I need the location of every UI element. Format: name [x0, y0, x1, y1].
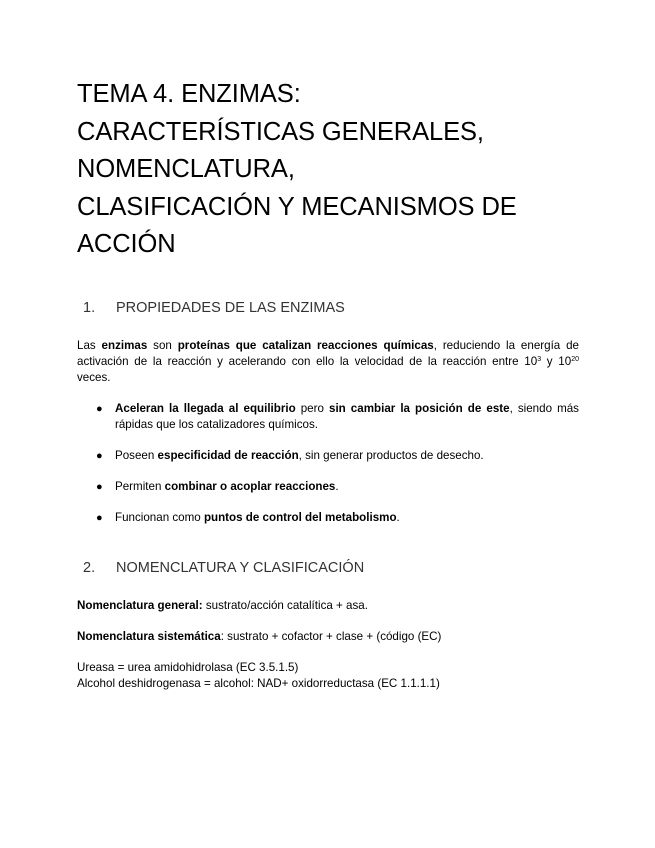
bullet-text: Permiten combinar o acoplar reacciones. — [115, 480, 339, 493]
bullet-icon: ● — [96, 512, 103, 524]
bullet-text: Funcionan como puntos de control del metabolismo. — [115, 511, 400, 524]
title-line: NOMENCLATURA, — [77, 155, 295, 183]
section-title: PROPIEDADES DE LAS ENZIMAS — [116, 300, 345, 316]
bullet-text: Poseen especificidad de reacción, sin generar productos de desecho. — [115, 449, 484, 462]
example-line: Alcohol deshidrogenasa = alcohol: NAD+ oxidorreductasa (EC 1.1.1.1) — [77, 677, 440, 690]
intro-line-2: activación de la reacción y acelerando con ello la velocidad de la reacción entre $10^3$ y $10^{20}$ — [77, 355, 579, 368]
bullet-icon: ● — [96, 481, 103, 493]
general-nomenclature: Nomenclatura general: sustrato/acción catalítica + asa. — [77, 599, 368, 612]
document-title — [77, 76, 597, 264]
title-line: TEMA 4. ENZIMAS: — [77, 80, 301, 108]
examples — [77, 660, 579, 692]
intro-line-1: Las enzimas son proteínas que catalizan reacciones químicas, reduciendo la energía de — [77, 339, 579, 352]
title-line: CARACTERÍSTICAS GENERALES, — [77, 117, 484, 146]
example-line: Ureasa = urea amidohidrolasa (EC 3.5.1.5) — [77, 661, 299, 674]
title-line: ACCIÓN — [77, 230, 176, 258]
general-label: Nomenclatura general: — [77, 599, 203, 612]
section-number: 2. — [83, 560, 96, 576]
bullet-text: Aceleran la llegada al equilibrio pero sin cambiar la posición de este, siendo más rápidas que los catalizadores químicos. — [115, 402, 579, 431]
section-number: 1. — [83, 300, 96, 316]
intro-line-3: veces. — [77, 371, 111, 384]
section-title: NOMENCLATURA Y CLASIFICACIÓN — [116, 560, 365, 576]
title-line: CLASIFICACIÓN Y MECANISMOS DE — [77, 192, 517, 221]
bullet-icon: ● — [96, 403, 103, 415]
systematic-label: Nomenclatura sistemática — [77, 630, 221, 643]
bullet-icon: ● — [96, 450, 103, 462]
systematic-nomenclature: Nomenclatura sistemática: sustrato + cofactor + clase + (código (EC) — [77, 630, 442, 643]
intro-paragraph — [77, 338, 579, 386]
